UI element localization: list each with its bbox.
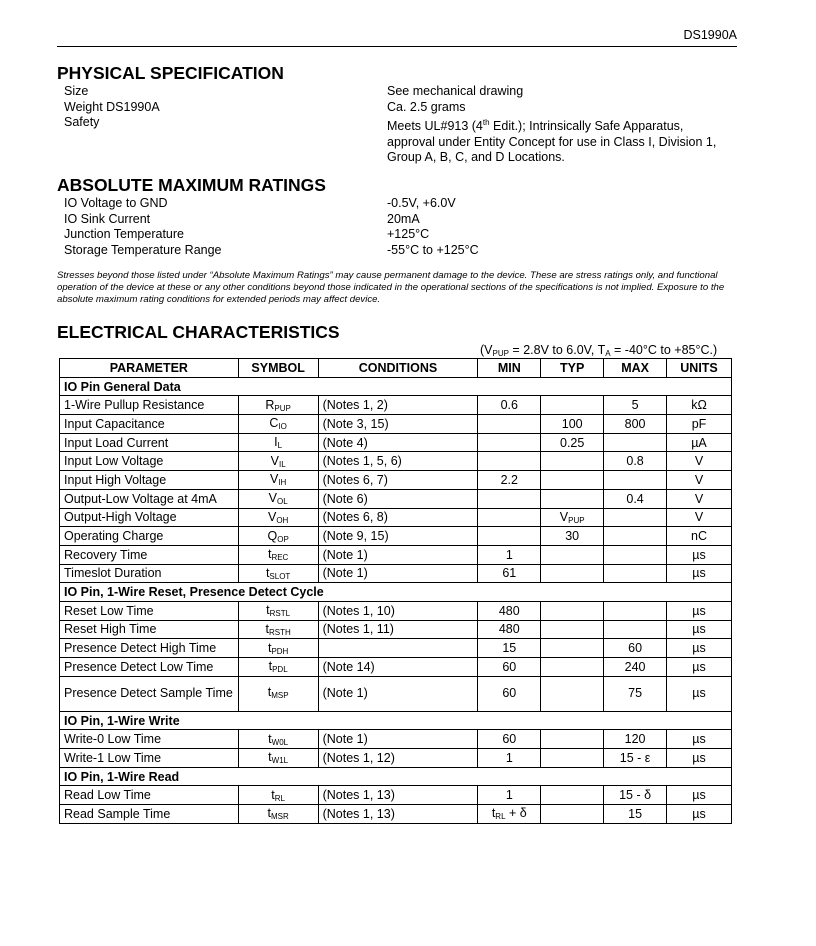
cell-conditions: (Note 1) <box>318 545 478 564</box>
cell-typ <box>541 676 604 711</box>
spec-label: Size <box>64 84 89 98</box>
rating-label: Junction Temperature <box>64 227 184 241</box>
cell-min: 60 <box>478 676 541 711</box>
section-heading: IO Pin General Data <box>60 377 732 396</box>
cell-parameter: Input High Voltage <box>60 471 239 490</box>
cell-typ <box>541 489 604 508</box>
cell-typ: 0.25 <box>541 433 604 452</box>
cell-conditions: (Note 1) <box>318 676 478 711</box>
cell-max <box>604 508 667 527</box>
cell-max <box>604 471 667 490</box>
table-row <box>60 508 732 527</box>
table-row <box>60 527 732 546</box>
cell-conditions: (Notes 1, 11) <box>318 620 478 639</box>
cell-parameter: Operating Charge <box>60 527 239 546</box>
cell-min: 60 <box>478 658 541 677</box>
cell-units: µs <box>667 639 732 658</box>
section-heading: IO Pin, 1-Wire Reset, Presence Detect Cycle <box>60 583 732 602</box>
rating-value: 20mA <box>387 211 420 226</box>
cell-units: µs <box>667 786 732 805</box>
col-parameter: PARAMETER <box>60 359 239 378</box>
cell-conditions: (Notes 1, 5, 6) <box>318 452 478 471</box>
cell-symbol: $t_{PDL}$ <box>238 658 318 677</box>
cell-units: µs <box>667 749 732 768</box>
cell-symbol: $t_{RL}$ <box>238 786 318 805</box>
cell-units: pF <box>667 415 732 434</box>
spec-value: See mechanical drawing <box>387 84 524 98</box>
rating-value: -0.5V, +6.0V <box>387 196 456 210</box>
electrical-title: ELECTRICAL CHARACTERISTICS <box>57 322 340 342</box>
table-row <box>60 415 732 434</box>
rating-row <box>64 227 744 243</box>
cell-units: nC <box>667 527 732 546</box>
cell-typ <box>541 786 604 805</box>
cell-units: V <box>667 452 732 471</box>
cell-max: 240 <box>604 658 667 677</box>
cell-symbol: $I_L$ <box>238 433 318 452</box>
rating-value: -55°C to +125°C <box>387 242 479 257</box>
table-row <box>60 601 732 620</box>
cell-min: 1 <box>478 545 541 564</box>
cell-min: 0.6 <box>478 396 541 415</box>
cell-symbol: $t_{RSTL}$ <box>238 601 318 620</box>
cell-units: µs <box>667 545 732 564</box>
rating-row <box>64 243 744 259</box>
cell-parameter: Output-Low Voltage at 4mA <box>60 489 239 508</box>
cell-parameter: Reset Low Time <box>60 601 239 620</box>
section-heading: IO Pin, 1-Wire Write <box>60 711 732 730</box>
cell-typ <box>541 545 604 564</box>
table-row <box>60 545 732 564</box>
cell-min: 15 <box>478 639 541 658</box>
cell-max <box>604 433 667 452</box>
absolute-ratings-list <box>64 196 744 258</box>
col-typ: TYP <box>541 359 604 378</box>
cell-conditions: (Notes 6, 8) <box>318 508 478 527</box>
cell-conditions: (Notes 1, 12) <box>318 749 478 768</box>
cell-min <box>478 489 541 508</box>
rating-row <box>64 212 744 228</box>
cell-parameter: Write-0 Low Time <box>60 730 239 749</box>
cell-max: 120 <box>604 730 667 749</box>
electrical-characteristics-table <box>59 358 732 824</box>
table-row <box>60 805 732 824</box>
cell-conditions: (Note 9, 15) <box>318 527 478 546</box>
cell-conditions <box>318 639 478 658</box>
cell-units: µA <box>667 433 732 452</box>
spec-row <box>64 100 744 116</box>
cell-min <box>478 433 541 452</box>
cell-conditions: (Note 3, 15) <box>318 415 478 434</box>
col-units: UNITS <box>667 359 732 378</box>
cell-conditions: (Notes 6, 7) <box>318 471 478 490</box>
cell-max: 15 <box>604 805 667 824</box>
cell-parameter: Read Sample Time <box>60 805 239 824</box>
cell-parameter: Reset High Time <box>60 620 239 639</box>
cell-parameter: Output-High Voltage <box>60 508 239 527</box>
spec-row <box>64 115 744 166</box>
table-row <box>60 620 732 639</box>
cell-units: V <box>667 489 732 508</box>
cell-conditions: (Note 14) <box>318 658 478 677</box>
cell-min: 480 <box>478 620 541 639</box>
cell-max: 15 - ε <box>604 749 667 768</box>
cell-min <box>478 527 541 546</box>
cell-parameter: 1-Wire Pullup Resistance <box>60 396 239 415</box>
table-row <box>60 396 732 415</box>
cell-symbol: $Q_{OP}$ <box>238 527 318 546</box>
cell-typ <box>541 601 604 620</box>
cell-conditions: (Note 6) <box>318 489 478 508</box>
physical-spec-list <box>64 84 744 166</box>
table-row <box>60 786 732 805</box>
cell-typ <box>541 620 604 639</box>
cell-typ: 100 <box>541 415 604 434</box>
cell-symbol: $t_{MSP}$ <box>238 676 318 711</box>
page-header-doc-id: DS1990A <box>57 28 737 47</box>
rating-row <box>64 196 744 212</box>
cell-units: µs <box>667 564 732 583</box>
cell-units: V <box>667 471 732 490</box>
rating-label: IO Sink Current <box>64 211 151 226</box>
cell-symbol: $t_{W0L}$ <box>238 730 318 749</box>
cell-conditions: (Note 4) <box>318 433 478 452</box>
table-header-row <box>60 359 732 378</box>
spec-label: Safety <box>64 115 100 129</box>
cell-symbol: $t_{W1L}$ <box>238 749 318 768</box>
col-conditions: CONDITIONS <box>318 359 478 378</box>
operating-conditions: ($V_{PUP} = 2.8V$ to 6.0V, $T_A = -40^\circ C$ to +85°C.) <box>480 343 718 358</box>
cell-parameter: Presence Detect High Time <box>60 639 239 658</box>
table-row <box>60 676 732 711</box>
cell-typ <box>541 396 604 415</box>
cell-symbol: $t_{MSR}$ <box>238 805 318 824</box>
rating-label: Storage Temperature Range <box>64 242 222 257</box>
spec-label: Weight DS1990A <box>64 99 160 114</box>
cell-symbol: $t_{REC}$ <box>238 545 318 564</box>
cell-max <box>604 564 667 583</box>
cell-max: 60 <box>604 639 667 658</box>
cell-symbol: $R_{PUP}$ <box>238 396 318 415</box>
cell-parameter: Input Low Voltage <box>60 452 239 471</box>
cell-symbol: $V_{IH}$ <box>238 471 318 490</box>
cell-max: 0.8 <box>604 452 667 471</box>
table-row <box>60 564 732 583</box>
table-row <box>60 639 732 658</box>
table-row <box>60 471 732 490</box>
cell-typ: 30 <box>541 527 604 546</box>
cell-parameter: Read Low Time <box>60 786 239 805</box>
cell-units: µs <box>667 620 732 639</box>
cell-conditions: (Notes 1, 13) <box>318 786 478 805</box>
cell-symbol: $V_{OH}$ <box>238 508 318 527</box>
cell-typ <box>541 658 604 677</box>
cell-max: 75 <box>604 676 667 711</box>
cell-parameter: Presence Detect Low Time <box>60 658 239 677</box>
rating-value: +125°C <box>387 227 430 241</box>
cell-typ <box>541 730 604 749</box>
cell-units: µs <box>667 730 732 749</box>
cell-min: 60 <box>478 730 541 749</box>
cell-symbol: $t_{PDH}$ <box>238 639 318 658</box>
cell-min: 1 <box>478 786 541 805</box>
cell-min: 2.2 <box>478 471 541 490</box>
cell-parameter: Input Load Current <box>60 433 239 452</box>
cell-max <box>604 527 667 546</box>
stress-disclaimer: Stresses beyond those listed under “Absolute Maximum Ratings” may cause permanent damage to the device. These are stress ratings only, and functional operation of the device at these or any other conditions beyond those indicated in the operational sections of the specifications is not implied. Exposure to the absolute maximum rating conditions for extended periods may affect device. <box>57 270 725 306</box>
table-row <box>60 730 732 749</box>
table-row <box>60 452 732 471</box>
cell-conditions: (Notes 1, 2) <box>318 396 478 415</box>
cell-conditions: (Notes 1, 13) <box>318 805 478 824</box>
cell-typ <box>541 564 604 583</box>
table-row <box>60 489 732 508</box>
table-row <box>60 658 732 677</box>
cell-units: µs <box>667 601 732 620</box>
cell-min: 61 <box>478 564 541 583</box>
cell-symbol: $V_{IL}$ <box>238 452 318 471</box>
cell-symbol: $t_{RSTH}$ <box>238 620 318 639</box>
absolute-ratings-title: ABSOLUTE MAXIMUM RATINGS <box>57 175 326 195</box>
spec-value: Ca. 2.5 grams <box>387 99 466 114</box>
cell-parameter: Input Capacitance <box>60 415 239 434</box>
cell-parameter: Write-1 Low Time <box>60 749 239 768</box>
cell-min: $t_{RL} + \delta$ <box>478 805 541 824</box>
col-symbol: SYMBOL <box>238 359 318 378</box>
spec-row <box>64 84 744 100</box>
table-row <box>60 749 732 768</box>
section-row <box>60 377 732 396</box>
cell-min <box>478 415 541 434</box>
section-row <box>60 711 732 730</box>
cell-typ <box>541 639 604 658</box>
cell-min <box>478 452 541 471</box>
physical-spec-title: PHYSICAL SPECIFICATION <box>57 63 284 83</box>
cell-conditions: (Note 1) <box>318 564 478 583</box>
cell-conditions: (Notes 1, 10) <box>318 601 478 620</box>
section-row <box>60 583 732 602</box>
col-max: MAX <box>604 359 667 378</box>
cell-parameter: Presence Detect Sample Time <box>60 676 239 711</box>
cell-typ: $V_{PUP}$ <box>541 508 604 527</box>
cell-symbol: $C_{IO}$ <box>238 415 318 434</box>
spec-value-safety: Meets UL#913 (4th Edit.); Intrinsically Safe Apparatus, approval under Entity Concept for use in Class I, Division 1, Group A, B, C, and D Locations. <box>387 118 717 165</box>
section-heading: IO Pin, 1-Wire Read <box>60 767 732 786</box>
cell-symbol: $t_{SLOT}$ <box>238 564 318 583</box>
section-row <box>60 767 732 786</box>
rating-label: IO Voltage to GND <box>64 196 168 210</box>
cell-min <box>478 508 541 527</box>
cell-min: 1 <box>478 749 541 768</box>
cell-max <box>604 620 667 639</box>
cell-max: 15 - δ <box>604 786 667 805</box>
cell-units: µs <box>667 658 732 677</box>
cell-units: µs <box>667 805 732 824</box>
cell-units: V <box>667 508 732 527</box>
cell-max: 5 <box>604 396 667 415</box>
col-min: MIN <box>478 359 541 378</box>
cell-max <box>604 601 667 620</box>
cell-min: 480 <box>478 601 541 620</box>
cell-typ <box>541 452 604 471</box>
cell-max: 0.4 <box>604 489 667 508</box>
cell-conditions: (Note 1) <box>318 730 478 749</box>
cell-typ <box>541 805 604 824</box>
table-row <box>60 433 732 452</box>
cell-max: 800 <box>604 415 667 434</box>
cell-parameter: Recovery Time <box>60 545 239 564</box>
cell-symbol: $V_{OL}$ <box>238 489 318 508</box>
cell-max <box>604 545 667 564</box>
cell-units: µs <box>667 676 732 711</box>
cell-typ <box>541 749 604 768</box>
cell-parameter: Timeslot Duration <box>60 564 239 583</box>
cell-typ <box>541 471 604 490</box>
cell-units: kΩ <box>667 396 732 415</box>
